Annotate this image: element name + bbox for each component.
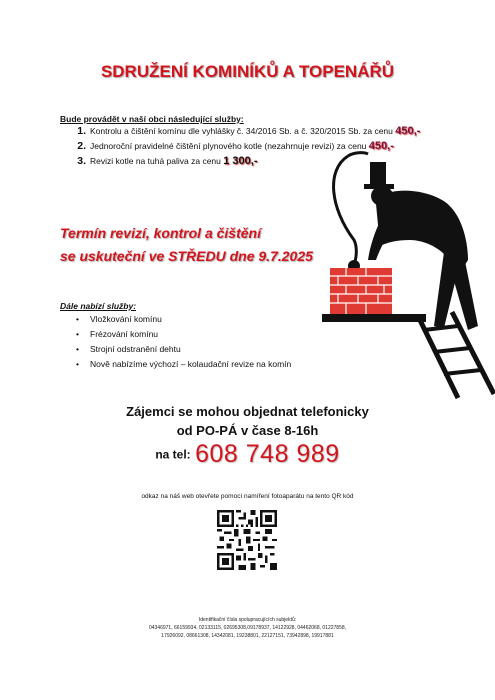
list-item	[60, 124, 420, 139]
price: 1 300,-	[223, 155, 258, 167]
services-intro: Bude provádět v naší obci následující služby:	[60, 114, 244, 124]
footer-ids-line: 17926092, 08661308, 14342081, 19238801, 22127151, 73942898, 19917881	[161, 633, 334, 639]
appointment-line: se uskuteční ve STŘEDU dne 9.7.2025	[60, 248, 313, 264]
contact-hours: od PO-PÁ v čase 8-16h	[176, 423, 319, 438]
page-title: SDRUŽENÍ KOMINÍKŮ A TOPENÁŘŮ	[100, 62, 395, 81]
qr-note: odkaz na náš web otevřete pomocí namíření fotoaparátu na tento QR kód	[141, 493, 354, 500]
service-text: Revizi kotle na tuhá paliva za cenu	[90, 156, 224, 166]
other-services-heading: Dále nabízí služby:	[60, 301, 137, 311]
contact-line: Zájemci se mohou objednat telefonicky	[126, 404, 369, 419]
qr-code[interactable]	[217, 510, 277, 570]
service-text: Jednoroční pravidelné čištění plynového kotle (nezahrnuje revizi) za cenu	[90, 141, 369, 151]
list-item: • Strojní odstranění dehtu	[76, 342, 291, 357]
footer-heading: Identifikační čísla spolupracujících subjektů:	[198, 617, 297, 623]
chimney-sweep-illustration	[318, 148, 495, 410]
list-item: • Frézování komínu	[76, 327, 291, 342]
price: 450,-	[395, 125, 421, 137]
list-number: 3.	[77, 155, 86, 167]
footer-ids	[0, 616, 495, 640]
appointment-line: Termín revizí, kontrol a čištění	[60, 225, 261, 241]
service-text: Kontrolu a čištění komínu dle vyhlášky č. 34/2016 Sb. a č. 320/2015 Sb. za cenu	[90, 126, 396, 136]
footer-ids-line: 04346971, 66159934, 02133115, 02695308,09178937, 14122928, 04462068, 01227858,	[148, 625, 347, 631]
appointment-notice	[60, 222, 313, 268]
phone-row	[0, 440, 495, 469]
list-item: • Vložkování komínu	[76, 312, 291, 327]
list-number: 2.	[77, 140, 86, 152]
contact-info	[0, 402, 495, 440]
list-item: • Nově nabízíme výchozí – kolaudační revize na komín	[76, 357, 291, 372]
price: 450,-	[368, 140, 394, 152]
list-number: 1.	[77, 125, 86, 137]
phone-label: na tel:	[155, 447, 191, 462]
phone-number[interactable]: 608 748 989	[195, 440, 340, 468]
other-services-list	[76, 312, 291, 372]
